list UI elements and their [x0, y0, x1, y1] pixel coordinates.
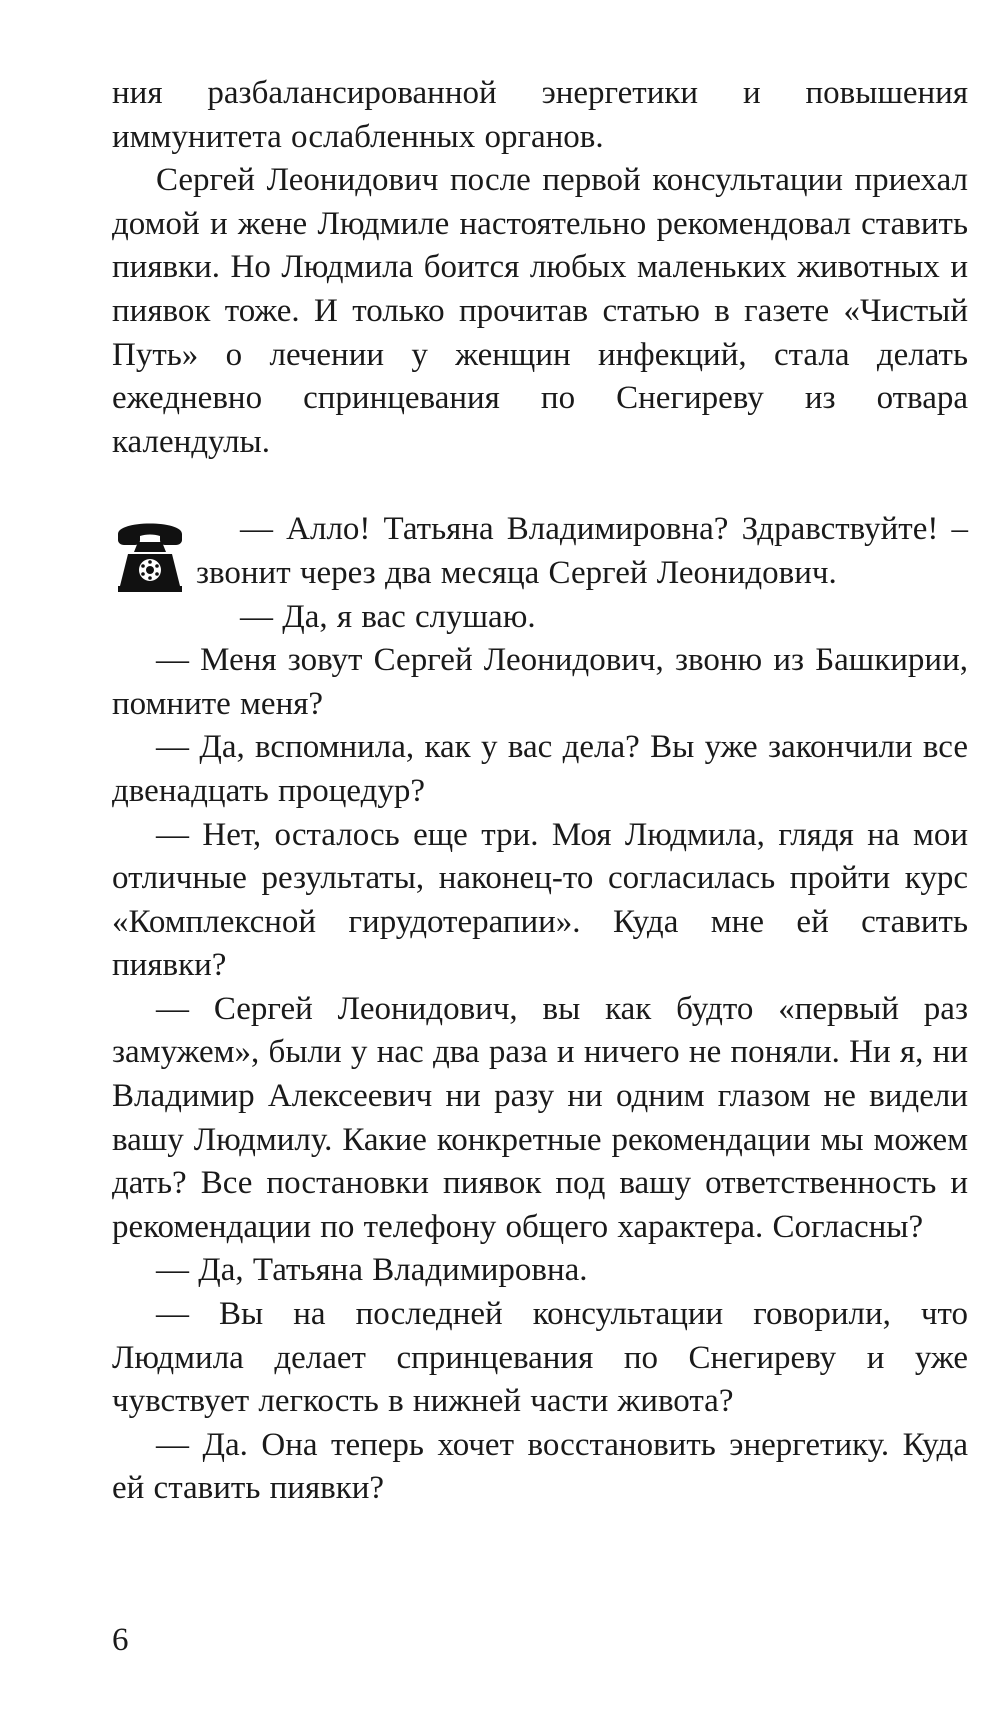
page-body	[112, 72, 968, 1511]
paragraph-8: — Сергей Леонидович, вы как будто «первый раз замужем», были у нас два раза и ничего не поняли. Ни я, ни Владимир Алексеевич ни разу ни одним глазом не видели вашу Людмилу. Какие конкретные рекомендации мы можем дать? Все постановки пиявок под вашу ответственность и рекомендации по телефону общего характера. Согласны?	[112, 990, 968, 1245]
paragraph-6: — Да, вспомнила, как у вас дела? Вы уже закончили все двенадцать процедур?	[112, 729, 968, 809]
paragraph-7: — Нет, осталось еще три. Моя Людмила, глядя на мои отличные результаты, наконец-то согласилась пройти курс «Комплексной гирудотерапии». Куда мне ей ставить пиявки?	[112, 816, 968, 984]
dialogue-start	[112, 508, 968, 595]
paragraph-3: — Алло! Татьяна Владимировна? Здравствуйте! – звонит через два месяца Сергей Леонидович.	[196, 511, 968, 591]
section-gap	[112, 464, 968, 508]
paragraph-10: — Вы на последней консультации говорили, что Людмила делает спринцевания по Снегиреву и уже чувствует легкость в нижней части живота?	[112, 1296, 968, 1420]
page-number: 6	[112, 1622, 129, 1658]
paragraph-4: — Да, я вас слушаю.	[240, 598, 536, 635]
paragraph-9: — Да, Татьяна Владимировна.	[156, 1252, 588, 1289]
paragraph-5: — Меня зовут Сергей Леонидович, звоню из Башкирии, помните меня?	[112, 642, 968, 722]
telephone-icon	[112, 512, 188, 596]
paragraph-2: Сергей Леонидович после первой консультации приехал домой и жене Людмиле настоятельно рекомендовал ставить пиявки. Но Людмила боится любых маленьких животных и пиявок тоже. И только прочитав статью в газете «Чистый Путь» о лечении у женщин инфекций, стала делать ежедневно спринцевания по Снегиреву из отвара календулы.	[112, 162, 968, 460]
paragraph-11: — Да. Она теперь хочет восстановить энергетику. Куда ей ставить пиявки?	[112, 1426, 968, 1507]
paragraph-1: ния разбалансированной энергетики и повышения иммунитета ослабленных органов.	[112, 75, 968, 155]
